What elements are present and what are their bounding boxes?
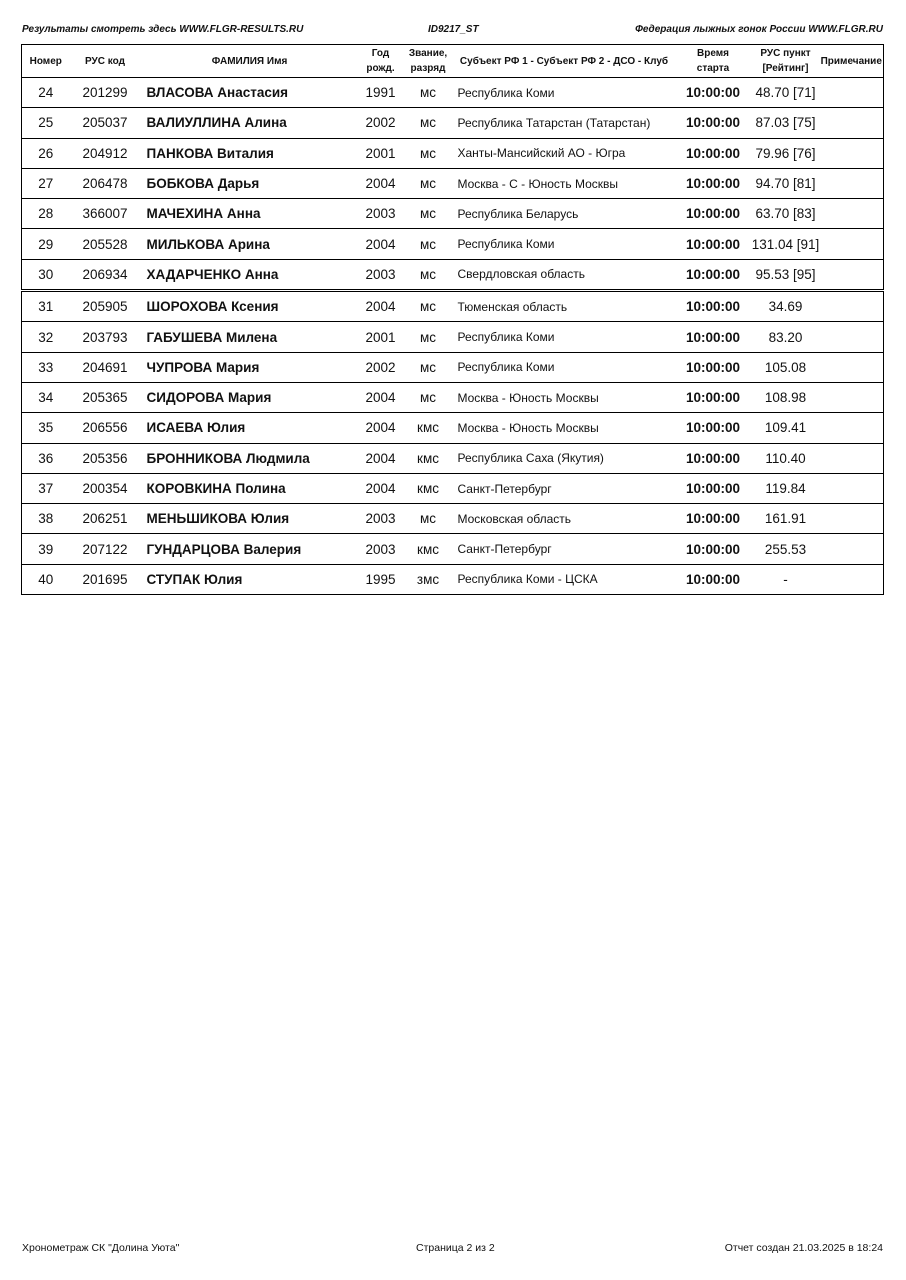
note-cell: [820, 322, 884, 352]
athlete-name-cell: ИСАЕВА Юлия: [141, 413, 359, 443]
bib-number-cell: 33: [22, 352, 70, 382]
bib-number-cell: 34: [22, 382, 70, 412]
note-cell: [820, 138, 884, 168]
note-cell: [820, 199, 884, 229]
birth-year-cell: 1991: [359, 78, 403, 108]
rus-code-cell: 204691: [70, 352, 141, 382]
sport-rank-cell: мс: [403, 382, 454, 412]
rus-code-cell: 205528: [70, 229, 141, 259]
results-site-link: Результаты смотреть здесь WWW.FLGR-RESULTS.RU: [22, 24, 304, 35]
rus-code-cell: 206478: [70, 168, 141, 198]
region-club-cell: Республика Коми: [454, 352, 675, 382]
region-club-cell: Санкт-Петербург: [454, 473, 675, 503]
note-cell: [820, 504, 884, 534]
birth-year-cell: 2001: [359, 322, 403, 352]
rus-points-cell: 79.96 [76]: [752, 138, 820, 168]
bib-number-cell: 24: [22, 78, 70, 108]
start-time-cell: 10:00:00: [685, 571, 741, 587]
athlete-name-cell: ЧУПРОВА Мария: [141, 352, 359, 382]
note-cell: [820, 108, 884, 138]
sport-rank-cell: мс: [403, 504, 454, 534]
athlete-name-cell: ВАЛИУЛЛИНА Алина: [141, 108, 359, 138]
table-row: [22, 78, 884, 108]
table-row: [22, 504, 884, 534]
athlete-name-cell: МАЧЕХИНА Анна: [141, 199, 359, 229]
rus-points-cell: -: [783, 571, 788, 587]
region-club-cell: Московская область: [454, 504, 675, 534]
sport-rank-cell: мс: [403, 291, 454, 322]
birth-year-cell: 1995: [365, 571, 396, 587]
bib-number-cell: 28: [22, 199, 70, 229]
start-time-cell: 10:00:00: [675, 168, 752, 198]
rus-code-cell: 205905: [70, 291, 141, 322]
region-club-cell: Республика Коми: [454, 322, 675, 352]
note-cell: [820, 291, 884, 322]
sport-rank-cell: мс: [403, 322, 454, 352]
sport-rank-cell: мс: [403, 168, 454, 198]
note-cell: [820, 443, 884, 473]
rus-points-cell: 63.70 [83]: [752, 199, 820, 229]
col-header-year: [359, 45, 403, 78]
athlete-name-cell: МИЛЬКОВА Арина: [141, 229, 359, 259]
col-header-points-line2: [Рейтинг]: [762, 63, 809, 74]
rus-code-cell: 205365: [70, 382, 141, 412]
bib-number-cell: 30: [22, 259, 70, 290]
region-club-cell: Республика Беларусь: [454, 199, 675, 229]
col-header-rank-line2: разряд: [410, 63, 446, 74]
col-header-name: ФАМИЛИЯ Имя: [141, 45, 359, 78]
rus-points-cell: 83.20: [752, 322, 820, 352]
rus-points-cell: 109.41: [752, 413, 820, 443]
rus-code-cell: 207122: [70, 534, 141, 564]
rus-points-cell: 95.53 [95]: [752, 259, 820, 290]
rus-code-cell: 206251: [70, 504, 141, 534]
table-row: [22, 352, 884, 382]
region-club-cell: Москва - Юность Москвы: [454, 382, 675, 412]
athlete-name-cell: МЕНЬШИКОВА Юлия: [141, 504, 359, 534]
athlete-name-cell: СТУПАК Юлия: [146, 571, 243, 587]
federation-site-link: Федерация лыжных гонок России WWW.FLGR.RU: [635, 24, 883, 35]
start-time-cell: 10:00:00: [675, 259, 752, 290]
rus-code-cell: 201695: [82, 571, 128, 587]
birth-year-cell: 2004: [359, 413, 403, 443]
rus-points-cell: 161.91: [752, 504, 820, 534]
rus-code-cell: 205037: [70, 108, 141, 138]
rus-points-cell: 87.03 [75]: [752, 108, 820, 138]
timing-provider: Хронометраж СК "Долина Уюта": [22, 1242, 180, 1254]
report-created: Отчет создан 21.03.2025 в 18:24: [724, 1242, 883, 1254]
region-club-cell: Свердловская область: [454, 259, 675, 290]
table-row: [22, 259, 884, 290]
col-header-rank-line1: Звание,: [408, 48, 448, 59]
start-time-cell: 10:00:00: [675, 199, 752, 229]
birth-year-cell: 2004: [359, 443, 403, 473]
sport-rank-cell: мс: [403, 108, 454, 138]
note-cell: [820, 352, 884, 382]
athlete-name-cell: ГАБУШЕВА Милена: [141, 322, 359, 352]
page-number: Страница 2 из 2: [416, 1242, 495, 1254]
athlete-name-cell: ПАНКОВА Виталия: [141, 138, 359, 168]
start-time-cell: 10:00:00: [675, 352, 752, 382]
table-row: [22, 229, 884, 259]
bib-number-cell: 37: [22, 473, 70, 503]
col-header-year-line2: рожд.: [366, 63, 395, 74]
table-row: [22, 443, 884, 473]
note-cell: [820, 78, 884, 108]
note-cell: [820, 413, 884, 443]
sport-rank-cell: мс: [403, 199, 454, 229]
table-row: [22, 413, 884, 443]
sport-rank-cell: кмс: [403, 413, 454, 443]
bib-number-cell: 27: [22, 168, 70, 198]
race-id: ID9217_ST: [428, 24, 479, 35]
start-time-cell: 10:00:00: [675, 473, 752, 503]
rus-points-cell: 110.40: [752, 443, 820, 473]
bib-number-cell: 36: [22, 443, 70, 473]
athlete-name-cell: КОРОВКИНА Полина: [141, 473, 359, 503]
start-time-cell: 10:00:00: [675, 229, 752, 259]
table-row: [22, 382, 884, 412]
rus-code-cell: 200354: [70, 473, 141, 503]
bib-number-cell: 35: [22, 413, 70, 443]
col-header-points: [752, 45, 820, 78]
rus-code-cell: 366007: [70, 199, 141, 229]
table-row: [22, 168, 884, 198]
region-club-cell: Москва - Юность Москвы: [454, 413, 675, 443]
bib-number-cell: 25: [22, 108, 70, 138]
col-header-num: Номер: [22, 45, 70, 78]
start-time-cell: 10:00:00: [675, 78, 752, 108]
birth-year-cell: 2002: [359, 352, 403, 382]
bib-number-cell: 32: [22, 322, 70, 352]
rus-code-cell: 201299: [70, 78, 141, 108]
rus-points-cell: 105.08: [752, 352, 820, 382]
birth-year-cell: 2003: [359, 534, 403, 564]
sport-rank-cell: кмс: [403, 473, 454, 503]
region-club-cell: Тюменская область: [454, 291, 675, 322]
table-row: [22, 138, 884, 168]
sport-rank-cell: мс: [403, 138, 454, 168]
athlete-name-cell: ГУНДАРЦОВА Валерия: [141, 534, 359, 564]
birth-year-cell: 2004: [359, 291, 403, 322]
sport-rank-cell: мс: [403, 352, 454, 382]
table-row: [22, 199, 884, 229]
rus-points-cell: 255.53: [752, 534, 820, 564]
table-row: [22, 108, 884, 138]
start-time-cell: 10:00:00: [675, 138, 752, 168]
bib-number-cell: 29: [22, 229, 70, 259]
birth-year-cell: 2003: [359, 199, 403, 229]
col-header-year-line1: Год: [371, 48, 390, 59]
col-header-rus: РУС код: [70, 45, 141, 78]
sport-rank-cell: мс: [403, 259, 454, 290]
region-club-cell: Республика Коми: [454, 229, 675, 259]
start-time-cell: 10:00:00: [675, 382, 752, 412]
rus-code-cell: 206556: [70, 413, 141, 443]
col-header-rank: [403, 45, 454, 78]
region-club-cell: Санкт-Петербург: [454, 534, 675, 564]
rus-points-cell: 94.70 [81]: [752, 168, 820, 198]
rus-code-cell: 206934: [70, 259, 141, 290]
birth-year-cell: 2004: [359, 229, 403, 259]
athlete-name-cell: БРОННИКОВА Людмила: [141, 443, 359, 473]
col-header-region: Субъект РФ 1 - Субъект РФ 2 - ДСО - Клуб: [454, 45, 675, 78]
bib-number-cell: 38: [22, 504, 70, 534]
rus-points-cell: 131.04 [91]: [752, 229, 820, 259]
birth-year-cell: 2004: [359, 168, 403, 198]
region-club-cell: Республика Коми - ЦСКА: [457, 572, 598, 587]
athlete-name-cell: ВЛАСОВА Анастасия: [141, 78, 359, 108]
sport-rank-cell: мс: [403, 78, 454, 108]
col-header-time-line1: Время: [697, 48, 729, 59]
start-time-cell: 10:00:00: [675, 504, 752, 534]
note-cell: [820, 534, 884, 564]
start-time-cell: 10:00:00: [675, 534, 752, 564]
athlete-name-cell: ШОРОХОВА Ксения: [141, 291, 359, 322]
rus-points-cell: 108.98: [752, 382, 820, 412]
sport-rank-cell: мс: [403, 229, 454, 259]
rus-points-cell: 34.69: [752, 291, 820, 322]
col-header-time: [675, 45, 752, 78]
bib-number-cell: 39: [22, 534, 70, 564]
note-cell: [820, 168, 884, 198]
note-cell: [820, 229, 884, 259]
athlete-name-cell: БОБКОВА Дарья: [141, 168, 359, 198]
sport-rank-cell: кмс: [403, 534, 454, 564]
page-header: [22, 24, 883, 40]
region-club-cell: Республика Коми: [454, 78, 675, 108]
birth-year-cell: 2003: [359, 504, 403, 534]
start-time-cell: 10:00:00: [675, 108, 752, 138]
bib-number-cell: 40: [38, 571, 54, 587]
table-header-row: [22, 45, 884, 78]
table-row: [22, 564, 884, 594]
start-time-cell: 10:00:00: [675, 291, 752, 322]
rus-code-cell: 203793: [70, 322, 141, 352]
start-list-table: [21, 44, 884, 595]
bib-number-cell: 26: [22, 138, 70, 168]
birth-year-cell: 2001: [359, 138, 403, 168]
birth-year-cell: 2004: [359, 473, 403, 503]
note-cell: [820, 473, 884, 503]
athlete-name-cell: СИДОРОВА Мария: [141, 382, 359, 412]
table-row: [22, 473, 884, 503]
sport-rank-cell: змс: [416, 571, 440, 587]
rus-points-cell: 119.84: [752, 473, 820, 503]
birth-year-cell: 2003: [359, 259, 403, 290]
table-row: [22, 534, 884, 564]
note-cell: [820, 382, 884, 412]
rus-points-cell: 48.70 [71]: [752, 78, 820, 108]
region-club-cell: Москва - С - Юность Москвы: [454, 168, 675, 198]
note-cell: [820, 564, 884, 594]
table-row: [22, 322, 884, 352]
col-header-time-line2: старта: [696, 63, 730, 74]
region-club-cell: Республика Татарстан (Татарстан): [454, 108, 675, 138]
note-cell: [820, 259, 884, 290]
region-club-cell: Ханты-Мансийский АО - Югра: [454, 138, 675, 168]
rus-code-cell: 204912: [70, 138, 141, 168]
col-header-note: Примечание: [820, 45, 884, 78]
region-club-cell: Республика Саха (Якутия): [454, 443, 675, 473]
bib-number-cell: 31: [22, 291, 70, 322]
col-header-points-line1: РУС пункт: [760, 48, 811, 59]
page-footer: [22, 1242, 883, 1256]
start-time-cell: 10:00:00: [675, 322, 752, 352]
rus-code-cell: 205356: [70, 443, 141, 473]
sport-rank-cell: кмс: [403, 443, 454, 473]
birth-year-cell: 2002: [359, 108, 403, 138]
birth-year-cell: 2004: [359, 382, 403, 412]
start-time-cell: 10:00:00: [675, 443, 752, 473]
athlete-name-cell: ХАДАРЧЕНКО Анна: [141, 259, 359, 290]
start-time-cell: 10:00:00: [675, 413, 752, 443]
table-row: [22, 291, 884, 322]
